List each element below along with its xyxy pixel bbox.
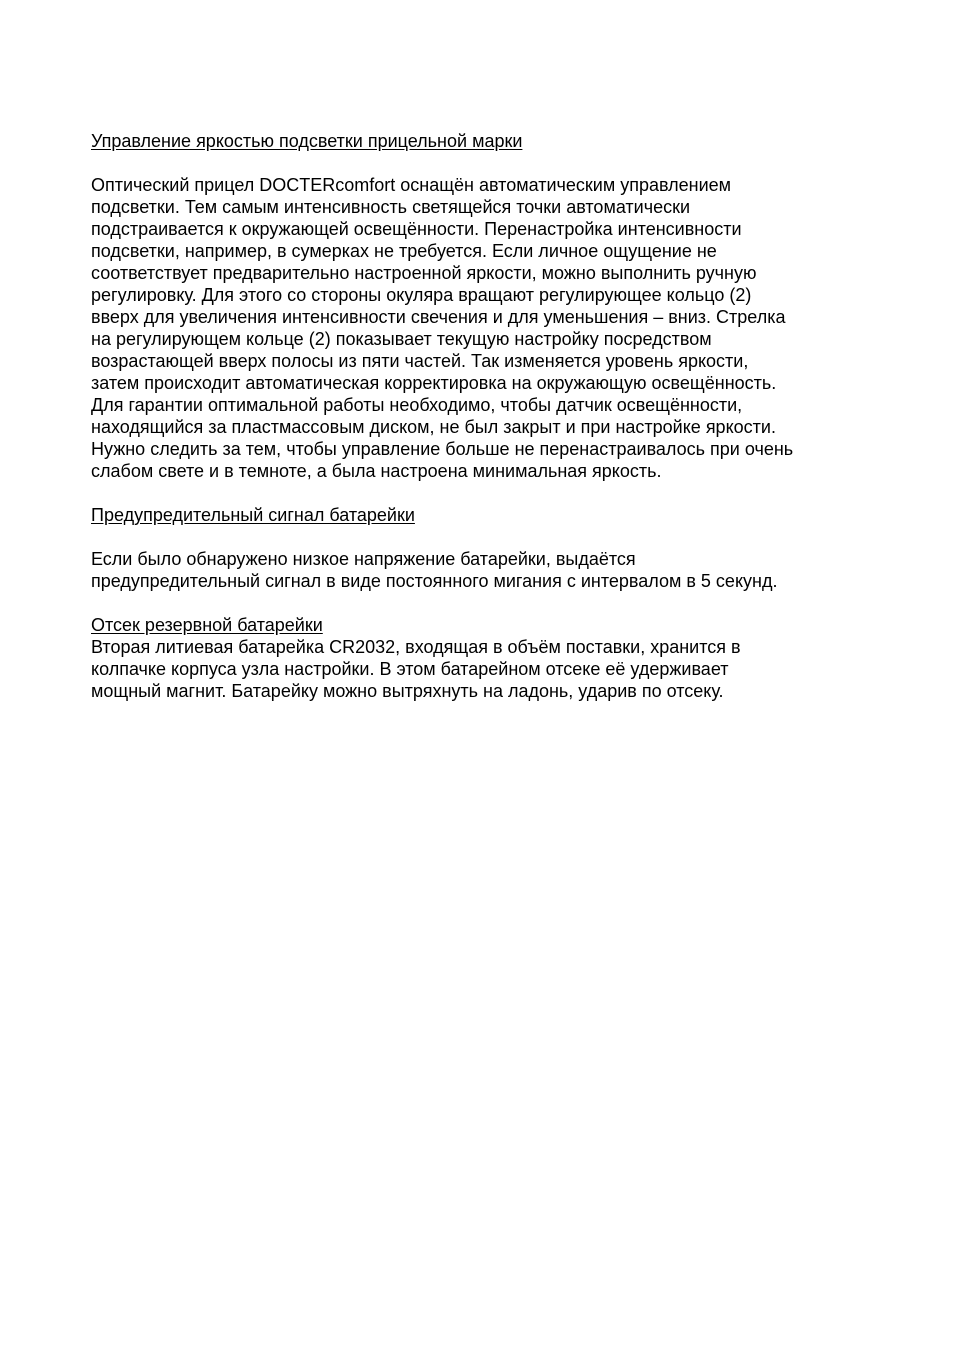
section-heading-illumination: Управление яркостью подсветки прицельной марки xyxy=(91,131,523,151)
spacer xyxy=(91,526,871,548)
text-line: Нужно следить за тем, чтобы управление больше не перенастраивалось при очень xyxy=(91,439,794,459)
spacer xyxy=(91,152,871,174)
text-line: мощный магнит. Батарейку можно вытряхнуть на ладонь, ударив по отсеку. xyxy=(91,681,724,701)
text-line: находящийся за пластмассовым диском, не был закрыт и при настройке яркости. xyxy=(91,417,776,437)
text-line: Если было обнаружено низкое напряжение батарейки, выдаётся xyxy=(91,549,636,569)
spacer xyxy=(91,482,871,504)
paragraph-spare-battery xyxy=(91,636,871,702)
spacer xyxy=(91,592,871,614)
section-heading-battery-warning: Предупредительный сигнал батарейки xyxy=(91,505,415,525)
text-line: вверх для увеличения интенсивности свечения и для уменьшения – вниз. Стрелка xyxy=(91,307,786,327)
text-line: слабом свете и в темноте, а была настроена минимальная яркость. xyxy=(91,461,662,481)
text-line: Оптический прицел DOCTERcomfort оснащён автоматическим управлением xyxy=(91,175,732,195)
text-line: Вторая литиевая батарейка CR2032, входящая в объём поставки, хранится в xyxy=(91,637,741,657)
document-page xyxy=(91,130,871,702)
text-line: на регулирующем кольце (2) показывает текущую настройку посредством xyxy=(91,329,712,349)
text-line: колпачке корпуса узла настройки. В этом батарейном отсеке её удерживает xyxy=(91,659,729,679)
text-line: затем происходит автоматическая корректировка на окружающую освещённость. xyxy=(91,373,777,393)
text-line: подсветки. Тем самым интенсивность светящейся точки автоматически xyxy=(91,197,691,217)
text-line: Для гарантии оптимальной работы необходимо, чтобы датчик освещённости, xyxy=(91,395,743,415)
text-line: соответствует предварительно настроенной яркости, можно выполнить ручную xyxy=(91,263,757,283)
section-heading-spare-battery: Отсек резервной батарейки xyxy=(91,615,323,635)
text-line: подстраивается к окружающей освещённости. Перенастройка интенсивности xyxy=(91,219,742,239)
paragraph-battery-warning xyxy=(91,548,871,592)
paragraph-illumination xyxy=(91,174,871,482)
text-line: предупредительный сигнал в виде постоянного мигания с интервалом в 5 секунд. xyxy=(91,571,778,591)
text-line: подсветки, например, в сумерках не требуется. Если личное ощущение не xyxy=(91,241,717,261)
text-line: возрастающей вверх полосы из пяти частей. Так изменяется уровень яркости, xyxy=(91,351,749,371)
text-line: регулировку. Для этого со стороны окуляра вращают регулирующее кольцо (2) xyxy=(91,285,752,305)
